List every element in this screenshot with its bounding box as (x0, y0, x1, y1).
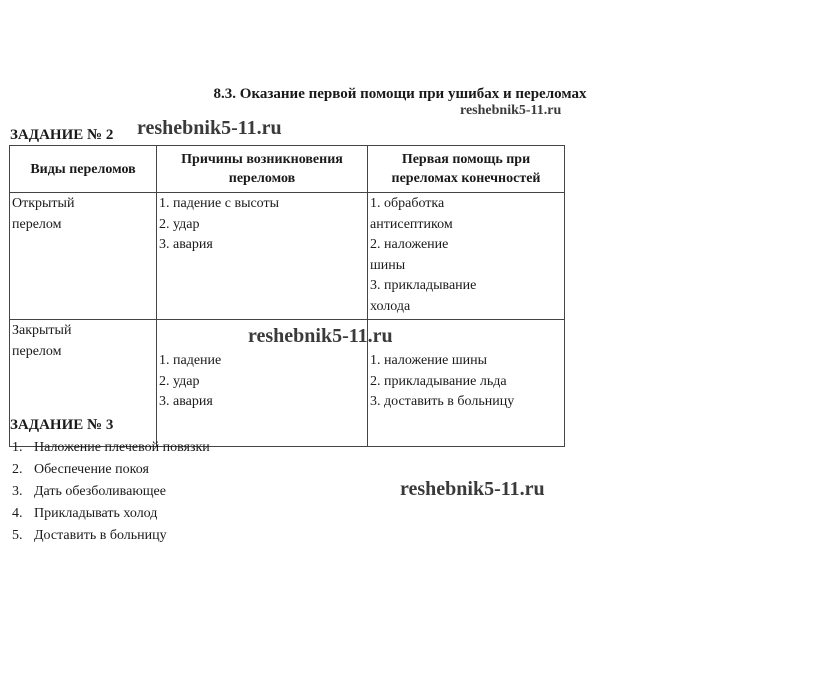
cell-line: Закрытый (12, 323, 72, 338)
header-fracture-types: Виды переломов (10, 146, 157, 193)
table-header-row (10, 146, 565, 193)
aid-item: 1. наложение шины (370, 353, 488, 368)
causes-cell (157, 193, 368, 320)
list-item (12, 459, 210, 481)
item-number: 2. (12, 462, 23, 477)
aid-item: холода (370, 298, 411, 314)
item-text: Доставить в больницу (34, 528, 167, 543)
fracture-type-cell (10, 193, 157, 320)
item-number: 1. (12, 440, 23, 455)
header-causes: Причины возникновения переломов (157, 146, 368, 193)
cause-item: 2. удар (159, 373, 200, 389)
watermark: reshebnik5-11.ru (248, 325, 393, 347)
cause-item: 2. удар (159, 216, 200, 232)
list-item (12, 481, 210, 503)
item-text: Прикладывать холод (34, 506, 158, 521)
fractures-table (9, 145, 565, 447)
cell-line: перелом (12, 343, 62, 359)
page-title: 8.3. Оказание первой помощи при ушибах и переломах (213, 86, 587, 102)
item-text: Дать обезболивающее (34, 484, 166, 499)
cell-line: перелом (12, 216, 62, 232)
cause-item: 3. авария (159, 394, 213, 409)
aid-item: 3. прикладывание (370, 278, 477, 293)
task3-heading: ЗАДАНИЕ № 3 (10, 417, 114, 433)
item-number: 3. (12, 484, 23, 499)
item-text: Наложение плечевой повязки (34, 440, 210, 455)
aid-item: антисептиком (370, 216, 453, 232)
item-text: Обеспечение покоя (34, 462, 149, 477)
cell-line: Открытый (12, 196, 75, 211)
watermark: reshebnik5-11.ru (137, 117, 282, 139)
aid-item: 3. доставить в больницу (370, 394, 515, 409)
watermark: reshebnik5-11.ru (400, 478, 545, 500)
list-item (12, 503, 210, 525)
aid-item: 2. прикладывание льда (370, 373, 507, 389)
cause-item: 3. авария (159, 237, 213, 252)
header-first-aid: Первая помощь при переломах конечностей (368, 146, 565, 193)
cause-item: 1. падение с высоты (159, 196, 280, 211)
first-aid-cell (368, 320, 565, 447)
table-row (10, 193, 565, 320)
cause-item: 1. падение (159, 353, 222, 368)
aid-item: 1. обработка (370, 196, 445, 211)
list-item (12, 525, 210, 547)
aid-item: 2. наложение (370, 237, 449, 252)
first-aid-cell (368, 193, 565, 320)
task2-heading: ЗАДАНИЕ № 2 (10, 127, 114, 143)
task3-list (12, 437, 210, 547)
watermark: reshebnik5-11.ru (460, 103, 562, 118)
item-number: 4. (12, 506, 23, 521)
aid-item: шины (370, 257, 406, 273)
list-item (12, 437, 210, 459)
item-number: 5. (12, 528, 23, 543)
